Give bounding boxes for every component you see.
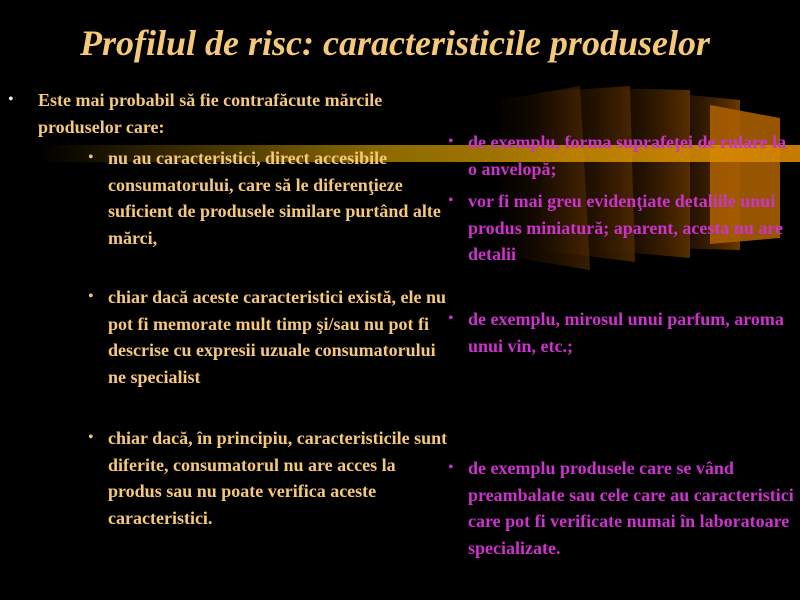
slide-title: Profilul de risc: caracteristicile produselor <box>80 23 710 63</box>
right-item-4: de exemplu produsele care se vând preambalate sau cele care au caracteristici care pot fi verificate numai în laboratoare specializate. <box>468 458 794 558</box>
right-bullet-dot-3: • <box>448 310 454 327</box>
right-bullet-dot-1: • <box>448 133 454 150</box>
right-bullet-dot-2: • <box>448 192 454 209</box>
right-item-2: vor fi mai greu evidenţiate detaliile unui produs miniatură; aparent, acesta nu are detalii <box>468 191 784 264</box>
right-item-1: de exemplu, forma suprafeţei de rulare la o anvelopă; <box>468 132 787 179</box>
sub-bullet-dot-3: • <box>88 429 94 446</box>
sub-bullet-dot-1: • <box>88 149 94 166</box>
sub-bullet-2: chiar dacă aceste caracteristici există, ele nu pot fi memorate mult timp şi/sau nu pot fi descrise cu expresii uzuale consumatorului ne specialist <box>108 287 447 387</box>
sub-bullet-dot-2: • <box>88 288 94 305</box>
sub-bullet-1: nu au caracteristici, direct accesibile consumatorului, care să le diferenţieze suficient de produsele similare purtând alte mărci, <box>108 148 441 248</box>
sub-bullet-3: chiar dacă, în principiu, caracteristicile sunt diferite, consumatorul nu are acces la produs sau nu poate verifica aceste caracteristici. <box>108 428 448 528</box>
right-item-3: de exemplu, mirosul unui parfum, aroma unui vin, etc.; <box>468 309 784 356</box>
right-bullet-dot-4: • <box>448 459 454 476</box>
main-bullet-dot: • <box>8 91 14 108</box>
main-bullet-text: Este mai probabil să fie contrafăcute mărcile produselor care: <box>38 90 383 137</box>
